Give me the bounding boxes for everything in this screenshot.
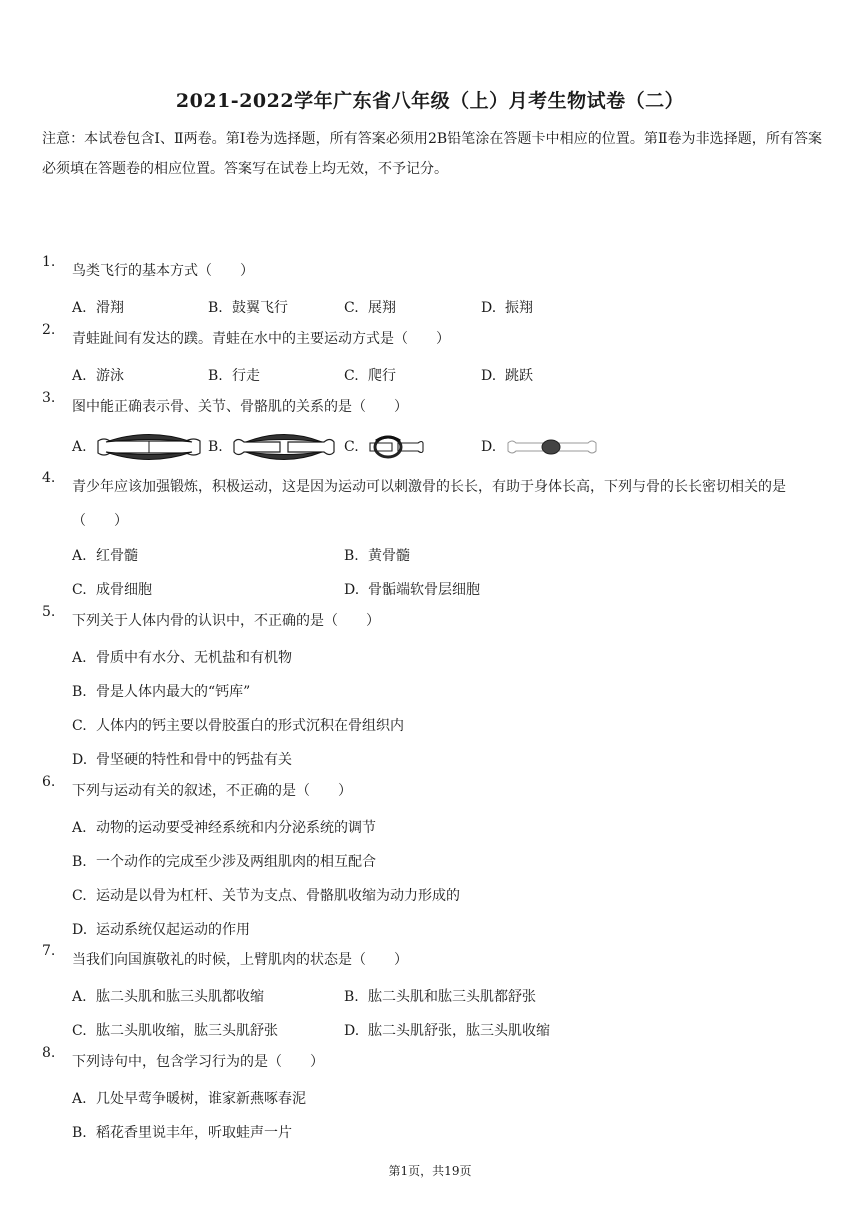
option-c: C. 成骨细胞 xyxy=(72,582,152,598)
question-stem: 鸟类飞行的基本方式（ ） xyxy=(72,263,254,279)
option-b: B. 鼓翼飞行 xyxy=(208,300,288,316)
page-title: 2021-2022学年广东省八年级（上）月考生物试卷（二） xyxy=(175,90,685,112)
bone-muscle-diagram-d xyxy=(506,436,598,458)
question-number: 7. xyxy=(42,943,56,959)
option-d: D. 肱二头肌舒张，肱三头肌收缩 xyxy=(344,1023,550,1039)
page-footer: 第1页，共19页 xyxy=(388,1164,472,1178)
question-stem: 下列诗句中，包含学习行为的是（ ） xyxy=(72,1054,324,1070)
question-number: 5. xyxy=(42,604,56,620)
bone-muscle-diagram-a xyxy=(96,431,202,463)
exam-instructions: 注意：本试卷包含Ⅰ、Ⅱ两卷。第Ⅰ卷为选择题，所有答案必须用2B铅笔涂在答题卡中相应的位置。第Ⅱ卷为非选择题，所有答案必须填在答题卷的相应位置。答案写在试卷上均无效，不予记分。 xyxy=(42,131,822,177)
option-d: D. 运动系统仅起运动的作用 xyxy=(72,922,250,938)
option-b: B. xyxy=(208,439,223,455)
question-stem: 图中能正确表示骨、关节、骨骼肌的关系的是（ ） xyxy=(72,399,408,415)
option-c: C. 运动是以骨为杠杆、关节为支点、骨骼肌收缩为动力形成的 xyxy=(72,888,460,904)
option-b: B. 肱二头肌和肱三头肌都舒张 xyxy=(344,989,536,1005)
option-b: B. 骨是人体内最大的“钙库” xyxy=(72,684,251,700)
question-stem: 当我们向国旗敬礼的时候，上臂肌肉的状态是（ ） xyxy=(72,952,408,968)
option-a: A. 肱二头肌和肱三头肌都收缩 xyxy=(72,989,264,1005)
option-c: C. 爬行 xyxy=(344,368,396,384)
option-a: A. 骨质中有水分、无机盐和有机物 xyxy=(72,650,292,666)
option-d: D. 振翔 xyxy=(481,300,533,316)
option-d: D. 骨坚硬的特性和骨中的钙盐有关 xyxy=(72,752,292,768)
question-number: 8. xyxy=(42,1045,56,1061)
option-b: B. 稻花香里说丰年，听取蛙声一片 xyxy=(72,1125,292,1141)
question-number: 1. xyxy=(42,254,56,270)
question-stem: 青蛙趾间有发达的蹼。青蛙在水中的主要运动方式是（ ） xyxy=(72,331,450,347)
question-4 xyxy=(42,470,822,538)
option-c: C. xyxy=(344,439,359,455)
question-stem: 下列与运动有关的叙述，不正确的是（ ） xyxy=(72,783,352,799)
question-stem: 下列关于人体内骨的认识中，不正确的是（ ） xyxy=(72,613,380,629)
option-c: C. 人体内的钙主要以骨胶蛋白的形式沉积在骨组织内 xyxy=(72,718,404,734)
question-number: 2. xyxy=(42,322,56,338)
question-stem: 青少年应该加强锻炼，积极运动，这是因为运动可以刺激骨的长长，有助于身体长高，下列与骨的长长密切相关的是（ ） xyxy=(72,479,786,529)
option-a: A. 红骨髓 xyxy=(72,548,138,564)
option-c: C. 肱二头肌收缩，肱三头肌舒张 xyxy=(72,1023,278,1039)
option-b: B. 黄骨髓 xyxy=(344,548,410,564)
question-number: 4. xyxy=(42,470,56,486)
option-d: D. 跳跃 xyxy=(481,368,533,384)
question-number: 6. xyxy=(42,774,56,790)
bone-muscle-diagram-b xyxy=(232,431,336,463)
bone-muscle-diagram-c xyxy=(368,431,424,463)
option-d: D. xyxy=(481,439,497,455)
option-a: A. xyxy=(72,439,87,455)
option-a: A. 滑翔 xyxy=(72,300,124,316)
option-b: B. 行走 xyxy=(208,368,260,384)
question-number: 3. xyxy=(42,390,56,406)
option-a: A. 几处早莺争暖树，谁家新燕啄春泥 xyxy=(72,1091,306,1107)
option-a: A. 游泳 xyxy=(72,368,124,384)
option-b: B. 一个动作的完成至少涉及两组肌肉的相互配合 xyxy=(72,854,376,870)
option-c: C. 展翔 xyxy=(344,300,396,316)
option-d: D. 骨骺端软骨层细胞 xyxy=(344,582,480,598)
option-a: A. 动物的运动要受神经系统和内分泌系统的调节 xyxy=(72,820,376,836)
